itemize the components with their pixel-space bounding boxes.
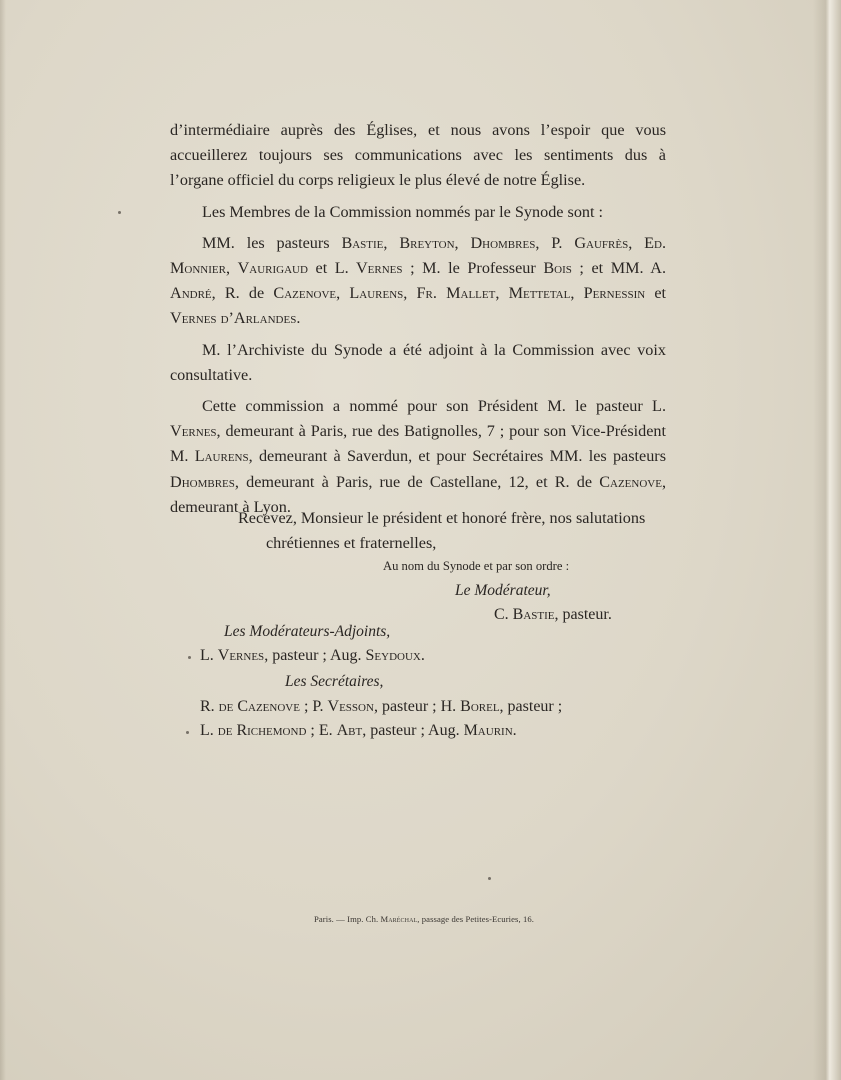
page-right-edge	[813, 0, 841, 1080]
p3-name: Pernessin	[583, 284, 646, 303]
sec-text: .	[512, 722, 517, 739]
p3-name: Vernes d’Arlandes	[170, 309, 297, 328]
closing-line-1: Recevez, Monsieur le président et honoré frère, nos salutations	[238, 509, 646, 527]
au-nom-du-synode: Au nom du Synode et par son ordre :	[383, 559, 570, 573]
moderateur-name: Bastie	[512, 606, 555, 623]
adjoints-name: Vernes	[217, 647, 265, 664]
p3-name: Laurens	[349, 284, 404, 303]
moderateur-signature	[494, 606, 612, 624]
moderateur-initial: C.	[494, 606, 513, 623]
p3-text: ,	[336, 284, 350, 303]
p3-text: ,	[628, 233, 645, 252]
sec-text: R.	[200, 698, 219, 715]
p5-name: Vernes	[170, 422, 217, 441]
sec-name: Maurin	[463, 722, 513, 739]
p3-text: ,	[535, 233, 552, 252]
sec-name: Borel	[460, 698, 500, 715]
p3-text: ,	[454, 233, 471, 252]
p5-text: , demeurant à Paris, rue de Castellane, 12, et R. de	[234, 472, 600, 491]
sec-text: L.	[200, 722, 218, 739]
closing-line-2: chrétiennes et fraternelles,	[266, 534, 437, 553]
p3-name: Bastie	[341, 233, 384, 252]
p3-text: ,	[225, 259, 238, 278]
paragraph-1	[170, 118, 666, 194]
adjoints-text: L.	[200, 647, 218, 664]
moderateur-role: , pasteur.	[554, 606, 612, 623]
closing-salutation	[238, 506, 668, 556]
p3-name: Bois	[543, 259, 572, 278]
p5-text: Cette commission a nommé pour son Président M. le pasteur L.	[202, 397, 666, 416]
secretaires-line-1	[200, 698, 562, 716]
p3-name: Breyton	[399, 233, 455, 252]
p3-text: ,	[383, 233, 400, 252]
paragraph-1-line-2: accueillerez toujours ses communications avec les sentiments dus à	[170, 146, 666, 165]
p3-text: ,	[495, 284, 509, 303]
paragraph-4: M. l’Archiviste du Synode a été adjoint à la Commission avec voix consultative.	[170, 340, 666, 384]
sec-text: ; P.	[299, 698, 328, 715]
p3-name: Ed. Monnier	[170, 233, 666, 278]
p3-text: , R. de	[211, 284, 274, 303]
p3-name: P. Gaufrès	[551, 233, 629, 252]
p5-text: , demeurant à Lyon.	[170, 472, 666, 516]
p3-text: ,	[403, 284, 417, 303]
sec-name: de Cazenove	[218, 698, 300, 715]
adjoints-signature	[200, 647, 425, 665]
p5-name: Dhombres	[170, 472, 235, 491]
paragraph-2: Les Membres de la Commission nommés par le Synode sont :	[202, 202, 604, 221]
p3-name: Dhombres	[470, 233, 536, 252]
page-left-shadow	[0, 0, 6, 1080]
adjoints-title: Les Modérateurs-Adjoints,	[224, 623, 391, 640]
paragraph-3	[170, 231, 666, 332]
p3-text: ,	[570, 284, 584, 303]
letter-body	[170, 118, 666, 520]
paper-speck	[118, 211, 121, 214]
sec-text: , pasteur ;	[499, 698, 563, 715]
sec-name: Abt	[336, 722, 363, 739]
p3-text: ; M. le Professeur	[402, 259, 544, 278]
adjoints-name: Seydoux	[365, 647, 421, 664]
p3-name: Cazenove	[273, 284, 337, 303]
adjoints-text: .	[420, 647, 425, 664]
paragraph-1-line-3: l’organe officiel du corps religieux le plus élevé de notre Église.	[170, 171, 586, 190]
moderateur-title: Le Modérateur,	[455, 582, 551, 599]
imprint-text: Paris. — Imp. Ch.	[314, 914, 381, 924]
p3-text: et	[307, 259, 335, 278]
p3-text: MM. les pasteurs	[202, 233, 342, 252]
p3-text: .	[296, 309, 301, 328]
p3-text: et	[645, 284, 667, 303]
secretaires-line-2	[200, 722, 517, 740]
p5-name: Laurens	[194, 447, 249, 466]
p3-name: Fr. Mallet	[416, 284, 496, 303]
paragraph-1-line-1: d’intermédiaire auprès des Églises, et nous avons l’espoir que vous	[170, 121, 666, 139]
p5-text: , demeurant à Paris, rue des Batignolles, 7 ; pour son Vice-Président M.	[170, 422, 666, 466]
secretaires-title: Les Secrétaires,	[285, 673, 384, 690]
p3-name: L. Vernes	[334, 259, 403, 278]
imprint-name: Maréchal	[380, 914, 418, 924]
sec-text: ; E.	[306, 722, 337, 739]
p3-name: André	[170, 284, 212, 303]
p3-text: ; et MM. A.	[571, 259, 667, 278]
sec-text: , pasteur ; Aug.	[362, 722, 464, 739]
paper-speck	[188, 656, 191, 659]
paper-speck	[488, 877, 491, 880]
p5-text: , demeurant à Saverdun, et pour Secrétaires MM. les pasteurs	[248, 447, 666, 466]
sec-name: de Richemond	[217, 722, 307, 739]
p5-name: Cazenove	[599, 472, 662, 491]
sec-name: Vesson	[327, 698, 374, 715]
paper-speck	[186, 731, 189, 734]
paragraph-5	[170, 394, 666, 520]
adjoints-text: , pasteur ; Aug.	[264, 647, 366, 664]
p3-name: Vaurigaud	[237, 259, 308, 278]
p3-name: Mettetal	[508, 284, 571, 303]
imprint-text: , passage des Petites-Ecuries, 16.	[417, 914, 535, 924]
printer-imprint	[314, 914, 534, 924]
sec-text: , pasteur ; H.	[373, 698, 461, 715]
